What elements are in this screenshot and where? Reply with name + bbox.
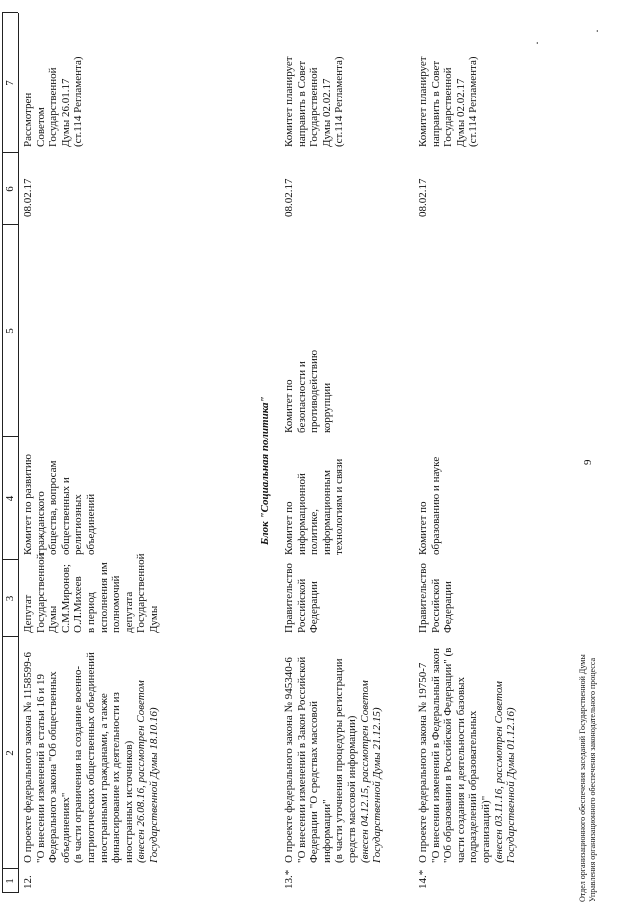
col-number: 6 [4,186,16,192]
bill-description: О проекте федерального закона № 1158599-6 "О внесении изменений в статьи 16 и 19 Федерального закона "Об общественных объединениях" (в части ограничения на создание военно- патриотических общественных объединений иностранными гражданами, а также финансирование их деятельности из иностранных источников) (внесен 26.08.16, рассмотрен Советом Государственной Думы 18.10.16) [22,652,160,863]
page-number: 9 [582,459,594,465]
header-bottom-border [18,13,19,893]
review-date: 08.02.17 [283,178,295,217]
co-executor-committee: Комитет по безопасности и противодействию коррупции [283,349,333,433]
col-number: 4 [4,495,16,502]
review-date: 08.02.17 [22,178,34,217]
footer: Отдел организационного обеспечения заседаний Государственной Думы Управления организационного обеспечения законодательного процесса [578,654,597,902]
scan-dot: · [590,29,604,33]
row-number: 13.* [283,869,295,889]
block-title: Блок "Социальная политика" [259,396,271,545]
responsible-committee: Комитет по информационной политике, информационным технологиям и связи [283,458,346,555]
row-number: 14.* [417,869,429,889]
bill-author: Депутат Государственной Думы С.М.Миронов; О.Л.Михеев в период исполнения им полномочий депутата Государственной Думы [22,553,160,633]
table-top-border [2,13,3,893]
col-number: 2 [4,750,16,756]
review-date: 08.02.17 [417,178,429,217]
bill-description: О проекте федерального закона № 945340-6 "О внесении изменений в Закон Российской Федерации "О средствах массовой информации" (в части уточнения процедуры регистрации средств массовой информации) (внесен 04.12.15, рассмотрен Советом Государственной Думы 21.12.15) [283,656,384,863]
bill-description: О проекте федерального закона № 19750-7 "О внесении изменений в Федеральный закон "Об образовании в Российской Федерации" (в части создания и деятельности базовых подразделений образовательных организаций)" (внесен 03.11.16, рассмотрен Советом Государственной Думы 01.12.16) [417,647,518,863]
col-number: 3 [4,595,16,602]
row-number: 12. [22,875,34,889]
bill-author: Правительство Российской Федерации [283,563,321,633]
bill-status: Комитет планирует направить в Совет Государственной Думы 02.02.17 (ст.114 Регламента) [417,56,480,147]
bill-status: Комитет планирует направить в Совет Государственной Думы 02.02.17 (ст.114 Регламента) [283,56,346,147]
bill-author: Правительство Российской Федерации [417,563,455,633]
col-number: 1 [4,878,16,884]
responsible-committee: Комитет по развитию гражданского общества, вопросам общественных и религиозных объединений [22,453,97,555]
scan-dot: · [530,41,544,45]
responsible-committee: Комитет по образованию и науке [417,456,442,555]
col-number: 5 [4,328,16,334]
bill-status: Рассмотрен Советом Государственной Думы 26.01.17 (ст.114 Регламента) [22,56,85,147]
col-number: 7 [4,80,16,86]
